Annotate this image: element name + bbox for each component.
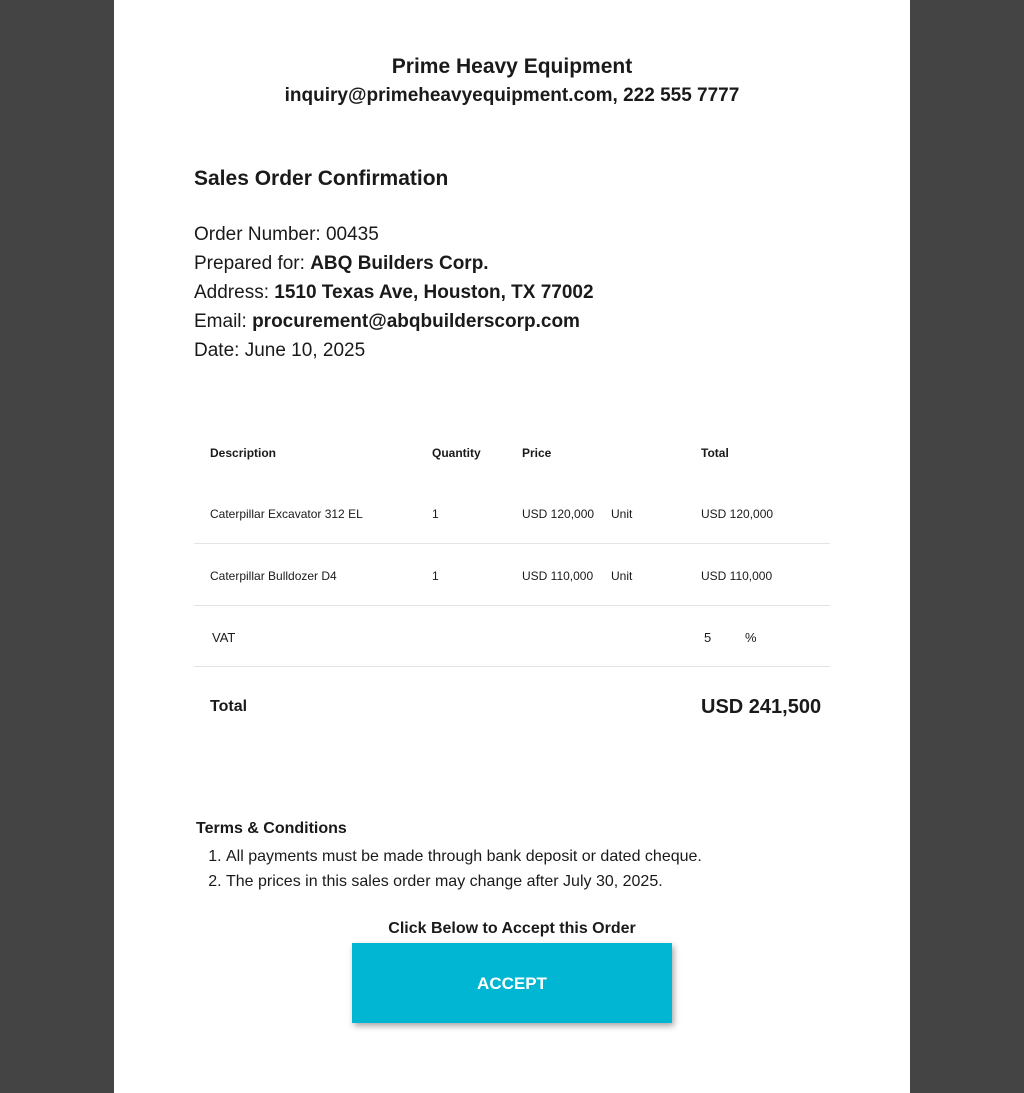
order-info: [194, 220, 594, 365]
header-quantity: Quantity: [432, 446, 481, 460]
table-header-row: [194, 422, 830, 482]
prepared-for-line: [194, 249, 594, 278]
item-quantity: 1: [432, 507, 439, 521]
terms-item: 1. All payments must be made through bank deposit or dated cheque.: [226, 844, 702, 869]
vat-label: VAT: [212, 630, 236, 645]
table-row: [194, 482, 830, 544]
date-line: [194, 336, 594, 365]
item-total: USD 120,000: [701, 507, 774, 521]
date-value: June 10, 2025: [244, 340, 366, 361]
terms-section: [196, 820, 702, 894]
header-total: Total: [701, 446, 729, 460]
table-row: [194, 544, 830, 606]
grand-total-row: [194, 667, 830, 747]
vat-row: [194, 606, 830, 667]
item-price: USD 110,000: [522, 569, 594, 583]
address-value: 1510 Texas Ave, Houston, TX 77002: [274, 282, 594, 303]
item-unit: Unit: [611, 569, 633, 583]
accept-prompt: Click Below to Accept this Order: [388, 920, 636, 937]
item-description: Caterpillar Excavator 312 EL: [210, 507, 363, 521]
vat-unit: %: [745, 630, 757, 645]
item-quantity: 1: [432, 569, 439, 583]
email-label: Email:: [194, 311, 247, 332]
grand-total-value: USD 241,500: [701, 696, 822, 718]
vat-value: 5: [704, 630, 712, 645]
item-unit: Unit: [611, 507, 633, 521]
order-number-value: 00435: [325, 224, 379, 245]
prepared-for-value: ABQ Builders Corp.: [310, 253, 489, 274]
address-line: [194, 278, 594, 307]
header-price: Price: [522, 446, 552, 460]
item-total: USD 110,000: [701, 569, 773, 583]
terms-item: 2. The prices in this sales order may change after July 30, 2025.: [226, 869, 702, 894]
email-line: [194, 307, 594, 336]
terms-title: Terms & Conditions: [196, 820, 347, 837]
email-value: procurement@abqbuilderscorp.com: [252, 311, 580, 332]
date-label: Date:: [194, 340, 240, 361]
prepared-for-label: Prepared for:: [194, 253, 305, 274]
document-page: [114, 0, 910, 1093]
order-number-line: [194, 220, 594, 249]
address-label: Address:: [194, 282, 269, 303]
accept-button[interactable]: ACCEPT: [352, 943, 672, 1023]
company-name: Prime Heavy Equipment: [391, 55, 633, 78]
items-table: [194, 422, 830, 747]
item-description: Caterpillar Bulldozer D4: [210, 569, 337, 583]
document-title: Sales Order Confirmation: [194, 167, 449, 190]
terms-list: [196, 844, 702, 894]
company-contact: inquiry@primeheavyequipment.com, 222 555 7777: [284, 85, 740, 106]
item-price: USD 120,000: [522, 507, 595, 521]
grand-total-label: Total: [210, 698, 248, 715]
order-number-label: Order Number:: [194, 224, 321, 245]
header-description: Description: [210, 446, 277, 460]
